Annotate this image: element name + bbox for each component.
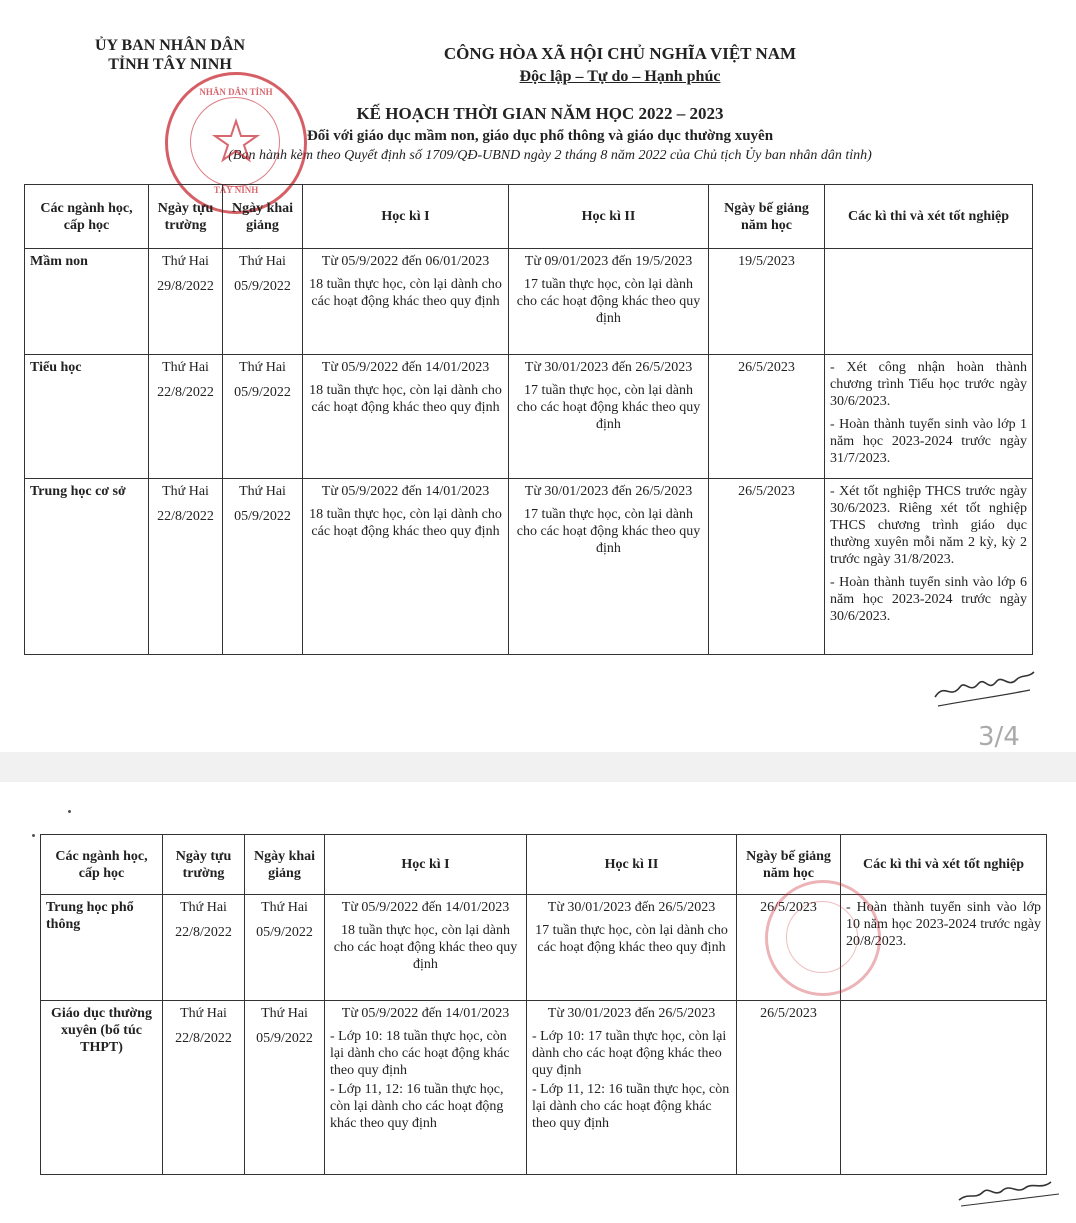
signature-initials bbox=[930, 662, 1040, 712]
col-header-hoc-ki-2: Học kì II bbox=[527, 835, 737, 895]
row-be-giang-cell: 26/5/2023 bbox=[737, 895, 841, 1001]
col-header-level: Các ngành học, cấp học bbox=[41, 835, 163, 895]
khai-giang-line: Thứ Hai bbox=[239, 254, 286, 269]
tuu-truong-line: Thứ Hai bbox=[180, 1006, 227, 1021]
tuu-truong-line: Thứ Hai bbox=[162, 484, 209, 499]
row-hk2-cell bbox=[509, 479, 709, 655]
col-header-be-giang: Ngày bế giảng năm học bbox=[709, 185, 825, 249]
row-thi-cell bbox=[841, 1001, 1047, 1175]
row-hk1-cell bbox=[325, 1001, 527, 1175]
thi-item: - Xét công nhận hoàn thành chương trình Tiểu học trước ngày 30/6/2023. bbox=[830, 360, 1027, 409]
row-level-cell: Trung học cơ sở bbox=[25, 479, 149, 655]
row-hk1-cell bbox=[303, 479, 509, 655]
row-be-giang-cell: 26/5/2023 bbox=[709, 355, 825, 479]
thi-item: - Hoàn thành tuyển sinh vào lớp 10 năm học 2023-2024 trước ngày 20/8/2023. bbox=[846, 900, 1041, 949]
hk1-line: 18 tuần thực học, còn lại dành cho các hoạt động khác theo quy định bbox=[309, 277, 502, 309]
col-header-hoc-ki-1: Học kì I bbox=[303, 185, 509, 249]
table-row bbox=[41, 895, 1047, 1001]
row-khai-cell bbox=[245, 895, 325, 1001]
decision-note: (Ban hành kèm theo Quyết định số 1709/QĐ-UBND ngày 2 tháng 8 năm 2022 của Chủ tịch Ủy ban nhân dân tỉnh) bbox=[228, 148, 872, 163]
hk2-line: Từ 30/01/2023 đến 26/5/2023 bbox=[547, 1006, 716, 1021]
row-level-cell: Tiểu học bbox=[25, 355, 149, 479]
row-hk1-cell bbox=[303, 249, 509, 355]
hk1-line: Từ 05/9/2022 đến 14/01/2023 bbox=[321, 360, 490, 375]
hk2-line: 17 tuần thực học, còn lại dành cho các hoạt động khác theo quy định bbox=[535, 923, 728, 955]
row-be-giang-cell: 19/5/2023 bbox=[709, 249, 825, 355]
org-line-2: TỈNH TÂY NINH bbox=[108, 56, 232, 73]
khai-giang-line: 05/9/2022 bbox=[256, 925, 313, 940]
tuu-truong-line: 29/8/2022 bbox=[157, 279, 214, 294]
table-header-row bbox=[41, 835, 1047, 895]
row-be-giang-cell: 26/5/2023 bbox=[737, 1001, 841, 1175]
document-title: KẾ HOẠCH THỜI GIAN NĂM HỌC 2022 – 2023 bbox=[356, 104, 724, 123]
row-hk1-cell bbox=[325, 895, 527, 1001]
scan-speck bbox=[32, 834, 35, 837]
row-tuu-cell bbox=[149, 479, 223, 655]
hk2-line: Từ 30/01/2023 đến 26/5/2023 bbox=[524, 484, 693, 499]
row-level-cell: Trung học phổ thông bbox=[41, 895, 163, 1001]
document-subtitle: Đối với giáo dục mầm non, giáo dục phổ thông và giáo dục thường xuyên bbox=[306, 128, 774, 144]
tuu-truong-line: 22/8/2022 bbox=[157, 385, 214, 400]
row-khai-cell bbox=[245, 1001, 325, 1175]
hk2-line: 17 tuần thực học, còn lại dành cho các hoạt động khác theo quy định bbox=[516, 383, 701, 432]
stamp-text-top: NHÂN DÂN TỈNH bbox=[199, 87, 273, 97]
hk2-line: - Lớp 11, 12: 16 tuần thực học, còn lại dành cho các hoạt động khác theo quy định bbox=[532, 1082, 730, 1131]
page-indicator: 3/4 bbox=[978, 722, 1020, 752]
tuu-truong-line: Thứ Hai bbox=[180, 900, 227, 915]
table-header-row bbox=[25, 185, 1033, 249]
hk1-line: Từ 05/9/2022 đến 14/01/2023 bbox=[321, 484, 490, 499]
hk1-line: Từ 05/9/2022 đến 14/01/2023 bbox=[341, 1006, 510, 1021]
row-hk2-cell bbox=[509, 355, 709, 479]
hk1-line: 18 tuần thực học, còn lại dành cho các hoạt động khác theo quy định bbox=[309, 507, 502, 539]
national-motto: Độc lập – Tự do – Hạnh phúc bbox=[519, 68, 721, 85]
col-header-hoc-ki-1: Học kì I bbox=[325, 835, 527, 895]
table-row bbox=[25, 479, 1033, 655]
row-thi-cell bbox=[825, 479, 1033, 655]
khai-giang-line: Thứ Hai bbox=[239, 360, 286, 375]
row-khai-cell bbox=[223, 479, 303, 655]
scan-speck bbox=[68, 810, 71, 813]
table-row bbox=[25, 355, 1033, 479]
row-thi-cell bbox=[825, 249, 1033, 355]
row-hk2-cell bbox=[527, 895, 737, 1001]
tuu-truong-line: Thứ Hai bbox=[162, 254, 209, 269]
document-page-4 bbox=[0, 782, 1076, 1223]
hk1-line: Từ 05/9/2022 đến 14/01/2023 bbox=[341, 900, 510, 915]
hk2-line: Từ 09/01/2023 đến 19/5/2023 bbox=[524, 254, 693, 269]
row-hk1-cell bbox=[303, 355, 509, 479]
signature-initials bbox=[955, 1170, 1065, 1210]
hk1-line: Từ 05/9/2022 đến 06/01/2023 bbox=[321, 254, 490, 269]
khai-giang-line: 05/9/2022 bbox=[234, 509, 291, 524]
issuing-authority bbox=[70, 36, 270, 74]
row-thi-cell bbox=[825, 355, 1033, 479]
table-row bbox=[41, 1001, 1047, 1175]
thi-item: - Hoàn thành tuyển sinh vào lớp 1 năm học 2023-2024 trước ngày 31/7/2023. bbox=[830, 417, 1027, 466]
col-header-khai-giang: Ngày khai giảng bbox=[223, 185, 303, 249]
table-row bbox=[25, 249, 1033, 355]
schedule-table-page-3 bbox=[24, 184, 1033, 655]
row-tuu-cell bbox=[163, 895, 245, 1001]
row-tuu-cell bbox=[163, 1001, 245, 1175]
hk1-line: 18 tuần thực học, còn lại dành cho các hoạt động khác theo quy định bbox=[309, 383, 502, 415]
col-header-thi-tot-nghiep: Các kì thi và xét tốt nghiệp bbox=[841, 835, 1047, 895]
tuu-truong-line: 22/8/2022 bbox=[175, 925, 232, 940]
col-header-khai-giang: Ngày khai giảng bbox=[245, 835, 325, 895]
hk1-line: 18 tuần thực học, còn lại dành cho các hoạt động khác theo quy định bbox=[333, 923, 518, 972]
khai-giang-line: Thứ Hai bbox=[239, 484, 286, 499]
national-header bbox=[400, 42, 840, 88]
row-tuu-cell bbox=[149, 249, 223, 355]
schedule-table-page-4 bbox=[40, 834, 1047, 1175]
nation-name: CÔNG HÒA XÃ HỘI CHỦ NGHĨA VIỆT NAM bbox=[443, 44, 797, 63]
tuu-truong-line: Thứ Hai bbox=[162, 360, 209, 375]
stamp-text-bottom: TÂY NINH bbox=[213, 185, 259, 195]
thi-item: - Xét tốt nghiệp THCS trước ngày 30/6/2023. Riêng xét tốt nghiệp THCS chương trình giáo dục thường xuyên mỗi năm 2 kỳ, kỳ 2 trước ngày 31/8/2023. bbox=[830, 484, 1027, 567]
row-level-cell: Mầm non bbox=[25, 249, 149, 355]
col-header-level: Các ngành học, cấp học bbox=[25, 185, 149, 249]
row-khai-cell bbox=[223, 249, 303, 355]
col-header-hoc-ki-2: Học kì II bbox=[509, 185, 709, 249]
row-hk2-cell bbox=[527, 1001, 737, 1175]
hk2-line: - Lớp 10: 17 tuần thực học, còn lại dành cho các hoạt động khác theo quy định bbox=[532, 1029, 727, 1078]
thi-item: - Hoàn thành tuyển sinh vào lớp 6 năm học 2023-2024 trước ngày 30/6/2023. bbox=[830, 575, 1027, 624]
tuu-truong-line: 22/8/2022 bbox=[175, 1031, 232, 1046]
row-be-giang-cell: 26/5/2023 bbox=[709, 479, 825, 655]
hk2-line: 17 tuần thực học, còn lại dành cho các hoạt động khác theo quy định bbox=[516, 277, 701, 326]
hk1-line: - Lớp 10: 18 tuần thực học, còn lại dành cho các hoạt động khác theo quy định bbox=[330, 1029, 510, 1078]
row-hk2-cell bbox=[509, 249, 709, 355]
row-khai-cell bbox=[223, 355, 303, 479]
row-level-cell: Giáo dục thường xuyên (bổ túc THPT) bbox=[41, 1001, 163, 1175]
hk1-line: - Lớp 11, 12: 16 tuần thực học, còn lại dành cho các hoạt động khác theo quy định bbox=[330, 1082, 504, 1131]
col-header-tuu-truong: Ngày tựu trường bbox=[163, 835, 245, 895]
hk2-line: Từ 30/01/2023 đến 26/5/2023 bbox=[547, 900, 716, 915]
page-separator bbox=[0, 752, 1076, 782]
red-seal-stamp-faint bbox=[765, 880, 881, 996]
row-tuu-cell bbox=[149, 355, 223, 479]
col-header-tuu-truong: Ngày tựu trường bbox=[149, 185, 223, 249]
tuu-truong-line: 22/8/2022 bbox=[157, 509, 214, 524]
hk2-line: Từ 30/01/2023 đến 26/5/2023 bbox=[524, 360, 693, 375]
khai-giang-line: Thứ Hai bbox=[261, 1006, 308, 1021]
hk2-line: 17 tuần thực học, còn lại dành cho các hoạt động khác theo quy định bbox=[516, 507, 701, 556]
khai-giang-line: 05/9/2022 bbox=[234, 385, 291, 400]
khai-giang-line: Thứ Hai bbox=[261, 900, 308, 915]
khai-giang-line: 05/9/2022 bbox=[234, 279, 291, 294]
khai-giang-line: 05/9/2022 bbox=[256, 1031, 313, 1046]
col-header-thi-tot-nghiep: Các kì thi và xét tốt nghiệp bbox=[825, 185, 1033, 249]
col-header-be-giang: Ngày bế giảng năm học bbox=[737, 835, 841, 895]
org-line-1: ỦY BAN NHÂN DÂN bbox=[94, 37, 246, 54]
